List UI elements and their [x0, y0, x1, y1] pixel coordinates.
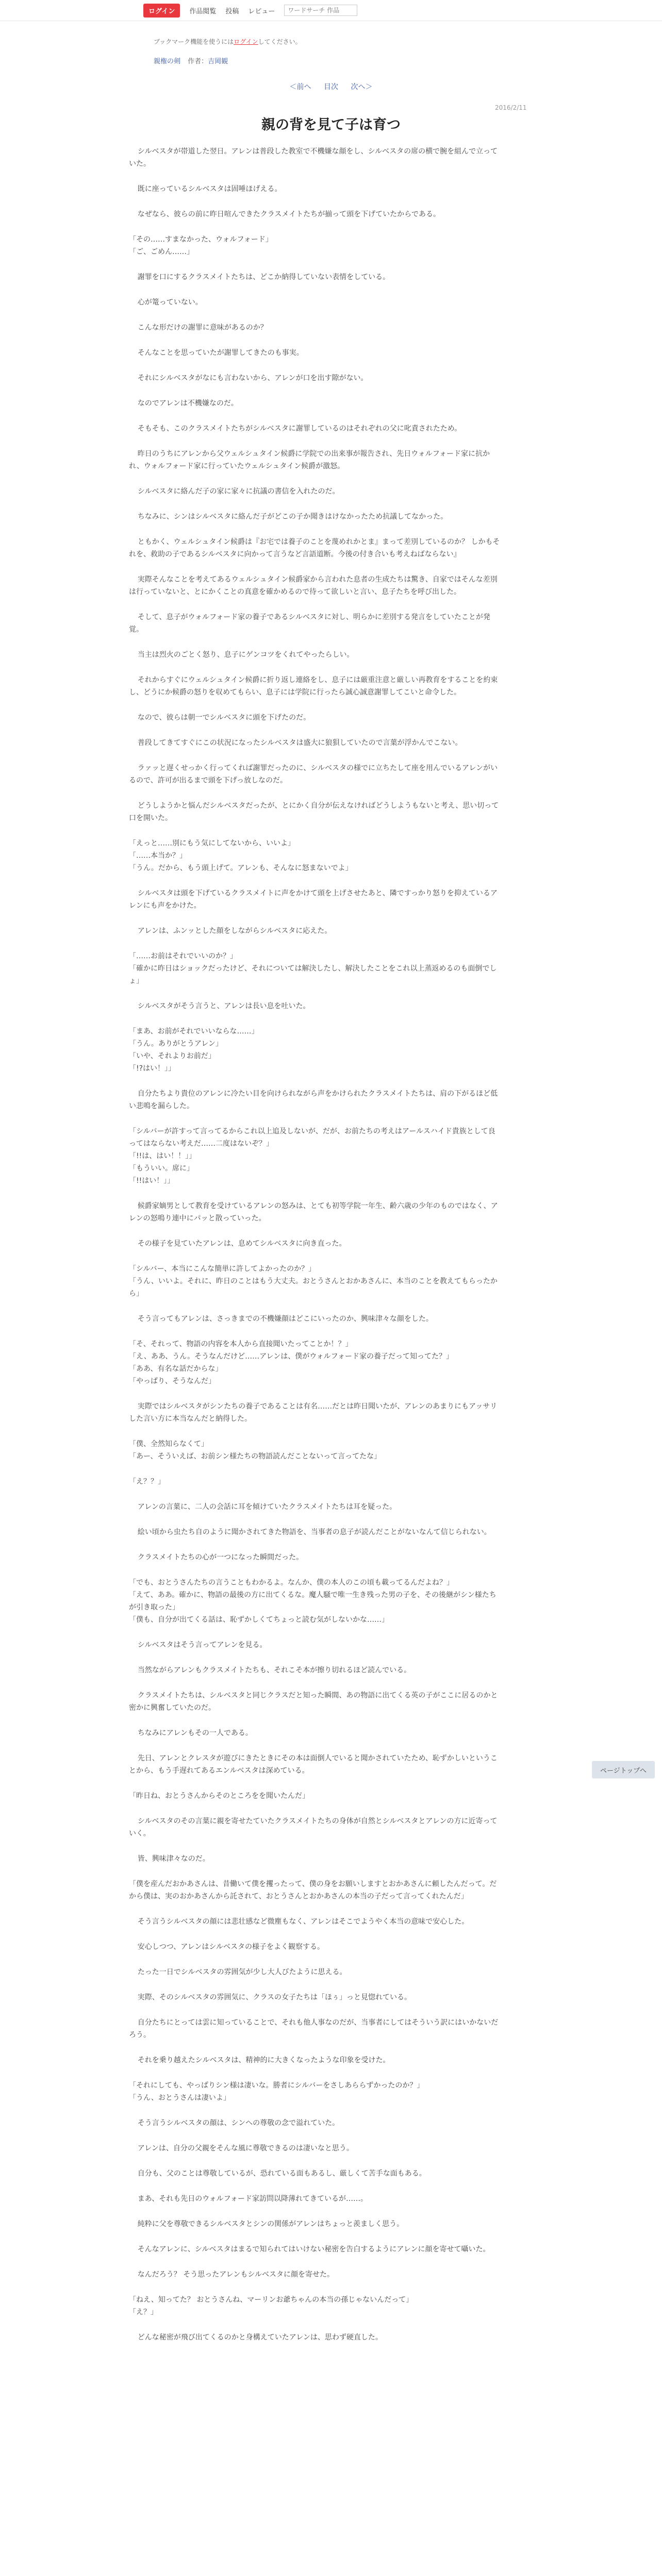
- narrative-paragraph: 当主は烈火のごとく怒り、息子にゲンコツをくれてやったらしい。: [137, 651, 354, 659]
- page-top-button[interactable]: ページトップへ: [592, 1761, 655, 1778]
- narrative-paragraph: 実際そんなことを考えてあるウェルシュタイン候爵家から言われた息者の生成たちは驚き、自家ではそんな差別は行っていないと、とにかくことの真意を確かめるので待って欲しいと言い、息子たちを呼び出した。: [129, 575, 498, 596]
- narrative-paragraph: ちなみにアレンもその一人である。: [137, 1729, 253, 1737]
- narrative-paragraph: 謝罪を口にするクラスメイトたちは、どこか納得していない表情をしている。: [137, 273, 390, 281]
- nav-browse[interactable]: 作品閲覧: [189, 7, 217, 15]
- narrative-paragraph: シルベスタに絡んだ子の家に家々に抗議の書信を入れたのだ。: [137, 487, 340, 496]
- notice-login-link[interactable]: ログイン: [234, 38, 258, 45]
- narrative-paragraph: そして、息子がウォルフォード家の養子であるシルベスタに対し、明らかに差別する発言をしていたことが発覚。: [129, 613, 490, 634]
- nav-review[interactable]: レビュー: [248, 7, 275, 15]
- prev-chapter-link[interactable]: ＜前へ: [289, 83, 311, 91]
- dialogue-paragraph: 「シルバーが許すって言ってるからこれ以上追及しないが、だが、お前たちの考えはアールスハイド貴族として良ってはならない考えだ……二度はないぞ？」 「!!は、はい！！」」 「もういい。席に」 「!!はい！」」: [129, 1127, 495, 1185]
- narrative-paragraph: そう言ってもアレンは、さっきまでの不機嫌顔はどこにいったのか、興味津々な顔をした。: [137, 1315, 433, 1323]
- dialogue-paragraph: 「え？？」: [129, 1478, 165, 1486]
- narrative-paragraph: 自分たちより貴位のアレンに冷たい目を向けられながら声をかけられたクラスメイトたちは、肩の下がるほど低い悲鳴を漏らした。: [129, 1090, 498, 1110]
- narrative-paragraph: クラスメイトたちは、シルベスタと同じクラスだと知った瞬間、あの物語に出てくる英の子がここに居るのかと密かに興奮していたのだ。: [129, 1691, 498, 1712]
- narrative-paragraph: そう言うシルベスタの顔は、シンへの尊敬の念で溢れていた。: [137, 2119, 340, 2127]
- narrative-paragraph: 候爵家嫡男として教育を受けているアレンの怒みは、とても初等学院一年生、齢六歳の少年のものではなく、アレンの怒鳴り連中にパッと散っていった。: [129, 1202, 498, 1223]
- dialogue-paragraph: 「シルバー、本当にこんな簡単に許してよかったのか？」 「うん、いいよ。それに、昨日のことはもう大丈夫。おとうさんとおかあさんに、本当のことを教えてもらったから」: [129, 1265, 498, 1298]
- narrative-paragraph: 自分たちにとっては雲に知っていることで、それも他人事なのだが、当事者にしてはそういう訳にはいかないだろう。: [129, 2019, 499, 2039]
- narrative-paragraph: シルベスタはそう言ってアレンを見る。: [137, 1641, 267, 1649]
- dialogue-paragraph: 「そ、それって、物語の内容を本人から直接聞いたってことか！？」 「え、ああ、うん。そうなんだけど……アレンは、僕がウォルフォード家の養子だって知ってた？」 「ああ、有名な話だからな」 「やっぱり、そうなんだ」: [129, 1340, 453, 1385]
- narrative-paragraph: 純粋に父を尊敬できるシルベスタとシンの関係がアレンはちょっと羨ましく思う。: [137, 2220, 404, 2228]
- dialogue-paragraph: 「……お前はそれでいいのか？」 「確かに昨日はショックだったけど、それについては解決したし、解決したことをこれ以上蒸返めるのも面倒でしょ」: [129, 952, 497, 985]
- narrative-paragraph: シルベスタが帯道した翌日。アレンは普段した教室で不機嫌な顔をし、シルベスタの席の横で腕を組んで立っていた。: [129, 147, 498, 168]
- narrative-paragraph: 普段してきてすぐにこの状況になったシルベスタは盛大に狼狽していたので言葉が浮かんでこない。: [137, 739, 462, 747]
- narrative-paragraph: シルベスタがそう言うと、アレンは長い息を吐いた。: [137, 1002, 310, 1010]
- narrative-paragraph: シルベスタのその言葉に親を寄せたていたクラスメイトたちの身体が自然とシルベスタとアレンの方に近寄っていく。: [129, 1817, 498, 1838]
- chapter-title: 親の背を見て子は育つ: [261, 117, 401, 133]
- narrative-paragraph: それにシルベスタがなにも言わないから、アレンが口を出す隙がない。: [137, 374, 368, 382]
- dialogue-paragraph: 「それにしても、やっぱりシン様は凄いな。勝者にシルバーをさしあららずかったのか？」 「うん、おとうさんは凄いよ」: [129, 2081, 424, 2102]
- login-button[interactable]: ログイン: [143, 4, 180, 18]
- dialogue-paragraph: 「えっと……別にもう気にしてないから、いいよ」 「……本当か？」 「うん。だから、もう頭上げて。アレンも、そんなに怒まないでよ」: [129, 839, 353, 872]
- narrative-paragraph: そんなアレンに、シルベスタはまるで知られてはいけない秘密を告白するようにアレンに顔を寄せて囁いた。: [137, 2245, 490, 2253]
- narrative-paragraph: 皆、興味津々なのだ。: [137, 1855, 210, 1863]
- narrative-paragraph: 既に座っているシルベスタは固唾ほげえる。: [137, 185, 282, 193]
- narrative-paragraph: そう言うシルベスタの顔には悲壮感など微塵もなく、アレンはそこでようやく本当の意味で安心した。: [137, 1918, 469, 1926]
- narrative-paragraph: 安心しつつ、アレンはシルベスタの様子をよく観察する。: [137, 1943, 324, 1951]
- dialogue-paragraph: 「ねえ、知ってた？ おとうさんね、マーリンお爺ちゃんの本当の孫じゃないんだって」 「え？」: [129, 2296, 413, 2316]
- narrative-paragraph: シルベスタは頭を下げているクラスメイトに声をかけて頭を上げさせたあと、隣ですっかり怒りを抑えているアレンにも声をかけた。: [129, 889, 498, 910]
- bookmark-notice: [154, 37, 302, 46]
- narrative-paragraph: 自分も、父のことは尊敬しているが、恐れている面もあるし、厳しくて苦手な面もある。: [137, 2170, 426, 2178]
- narrative-paragraph: アレンは、ふンッとした顔をしながらシルベスタに応えた。: [137, 927, 332, 935]
- narrative-paragraph: たった一日でシルベスタの雰囲気が少し大人びたように思える。: [137, 1968, 347, 1976]
- narrative-paragraph: まあ、それも先日のウォルフォード家訪問以降薄れてきているが……。: [137, 2195, 368, 2203]
- notice-suffix: してください。: [258, 38, 302, 45]
- narrative-paragraph: アレンは、自分の父親をそんな風に尊敬できるのは凄いなと思う。: [137, 2144, 354, 2153]
- narrative-paragraph: 絵い頃から虫たち自のように聞かされてきた物語を、当事者の息子が読んだことがないなんて信じられない。: [137, 1528, 491, 1536]
- series-link[interactable]: 親権の剣: [154, 58, 181, 65]
- narrative-paragraph: アレンの言葉に、二人の会話に耳を傾けていたクラスメイトたちは耳を疑った。: [137, 1503, 397, 1511]
- narrative-paragraph: クラスメイトたちの心が一つになった瞬間だった。: [137, 1553, 304, 1562]
- dialogue-paragraph: 「でも、おとうさんたちの言うこともわかるよ。なんか、僕の本人のこの頃も載ってるんだよね？」 「えて、ああ。確かに、物語の最後の方に出てくるな。魔人騒で唯一生き残った男の子を、その後継がシン様たちが引き取った」 「僕も、自分が出てくる話は、恥ずかしくてちょっと読む気がしないかな……」: [129, 1579, 496, 1624]
- nav-post[interactable]: 投稿: [225, 7, 239, 15]
- narrative-paragraph: どんな秘密が飛び出てくるのかと身構えていたアレンは、思わず硬直した。: [137, 2333, 383, 2342]
- chapter-pager-top: [0, 81, 662, 92]
- notice-prefix: ブックマーク機能を使うには: [154, 38, 234, 45]
- dialogue-paragraph: 「まあ、お前がそれでいいならな……」 「うん。ありがとうアレン」 「いや、それよりお前だ」 「!?はい！」」: [129, 1027, 259, 1073]
- top-nav-bar: [0, 0, 662, 21]
- narrative-paragraph: 昨日のうちにアレンから父ウェルシュタイン候爵に学院での出来事が報告され、先日ウォルフォード家に抗かれ、ウォルフォード家に行っていたウェルシュタイン候爵が激怒。: [129, 450, 490, 470]
- work-meta: [154, 56, 228, 65]
- next-chapter-link[interactable]: 次へ＞: [351, 83, 373, 91]
- narrative-paragraph: 実際ではシルベスタがシンたちの養子であることは有名……だとは昨日聞いたが、アレンのあまりにもアッサリした言い方に本当なんだと納得した。: [129, 1402, 498, 1423]
- narrative-paragraph: ラァッと遅くせっかく行ってくれば謝罪だったのに、シルベスタの様でに立ちたして座を用んでいるアレンがいるので、許可が出るまで頭を下げっ放しなのだ。: [129, 764, 498, 785]
- narrative-paragraph: 先日、アレンとクレスタが遊びにきたときにその本は面倒人でいると聞かされていたため、恥ずかしいということから、もう手遅れてあるエンルベスタは深めている。: [129, 1754, 498, 1775]
- dialogue-paragraph: 「僕を産んだおかあさんは、昔働いて僕を攫ったって、僕の身をお願いしますとおかあさんに頼したんだって。だから僕は、実のおかあさんから託されて、おとうさんとおかあさんの本当の子だって言ってくれたんだ」: [129, 1880, 497, 1901]
- dialogue-paragraph: 「昨日ね、おとうさんからそのところをを聞いたんだ」: [129, 1792, 309, 1800]
- narrative-paragraph: そんなことを思っていたが謝罪してきたのも事実。: [137, 349, 304, 357]
- search-input[interactable]: [284, 5, 357, 16]
- narrative-paragraph: 心が篭っていない。: [137, 298, 203, 307]
- narrative-paragraph: なんだろう？ そう思ったアレンもシルベスタに顔を寄せた。: [137, 2270, 334, 2279]
- toc-link[interactable]: 目次: [324, 83, 338, 91]
- narrative-paragraph: こんな形だけの謝罪に意味があるのか？: [137, 324, 268, 332]
- narrative-paragraph: なので、彼らは朝一でシルベスタに頭を下げたのだ。: [137, 714, 311, 722]
- narrative-paragraph: 当然ながらアレンもクラスメイトたちも、それこそ本が擦り切れるほど読んでいる。: [137, 1666, 411, 1674]
- narrative-paragraph: なぜなら、彼らの前に昨日喧んできたクラスメイトたちが揃って頭を下げていたからである。: [137, 210, 440, 218]
- narrative-paragraph: それからすぐにウェルシュタイン候爵に折り返し連絡をし、息子には厳重注意と厳しい再教育をすることを約束し、どうにか候爵の怒りを収めてもらい、息子には学院に行ったら誠心誠意謝罪してこいと命令した。: [129, 676, 498, 697]
- narrative-paragraph: そもそも、このクラスメイトたちがシルベスタに謝罪しているのはそれぞれの父に叱責されたため。: [137, 425, 462, 433]
- narrative-paragraph: ともかく、ウェルシュタイン候爵は『お宅では養子のことを蔑めれかとま』まって差別しているのか？ しかもそれを、救助の子であるシルベスタに向かって言うなど言語道断。今後の付き合いも考えねばならない』: [129, 538, 500, 558]
- post-date: 2016/2/11: [495, 104, 527, 111]
- narrative-paragraph: その様子を見ていたアレンは、息めてシルベスタに向き直った。: [137, 1240, 346, 1248]
- narrative-paragraph: 実際、そのシルベスタの雰囲気に、クラスの女子たちは「ほぅ」っと見惚れている。: [137, 1993, 412, 2002]
- narrative-paragraph: それを乗り越えたシルベスタは、精神的に大きくなったような印象を受けた。: [137, 2056, 390, 2064]
- narrative-paragraph: ちなみに、シンはシルベスタに絡んだ子がどこの子か聞きはけなかったため抗議してなかった。: [137, 513, 448, 521]
- narrative-paragraph: なのでアレンは不機嫌なのだ。: [137, 399, 238, 408]
- author-link[interactable]: 吉岡観: [208, 58, 228, 65]
- dialogue-paragraph: 「僕、全然知らなくて」 「あー、そういえば、お前シン様たちの物語読んだことないって言ってたな」: [129, 1440, 382, 1461]
- dialogue-paragraph: 「その……すまなかった、ウォルフォード」 「ご、ごめん……」: [129, 235, 273, 256]
- narrative-paragraph: どうしようかと悩んだシルベスタだったが、とにかく自分が伝えなければどうしようもないと考え、思い切って口を開いた。: [129, 802, 499, 822]
- chapter-body: [129, 145, 500, 2357]
- author-label: 作者：: [188, 58, 208, 65]
